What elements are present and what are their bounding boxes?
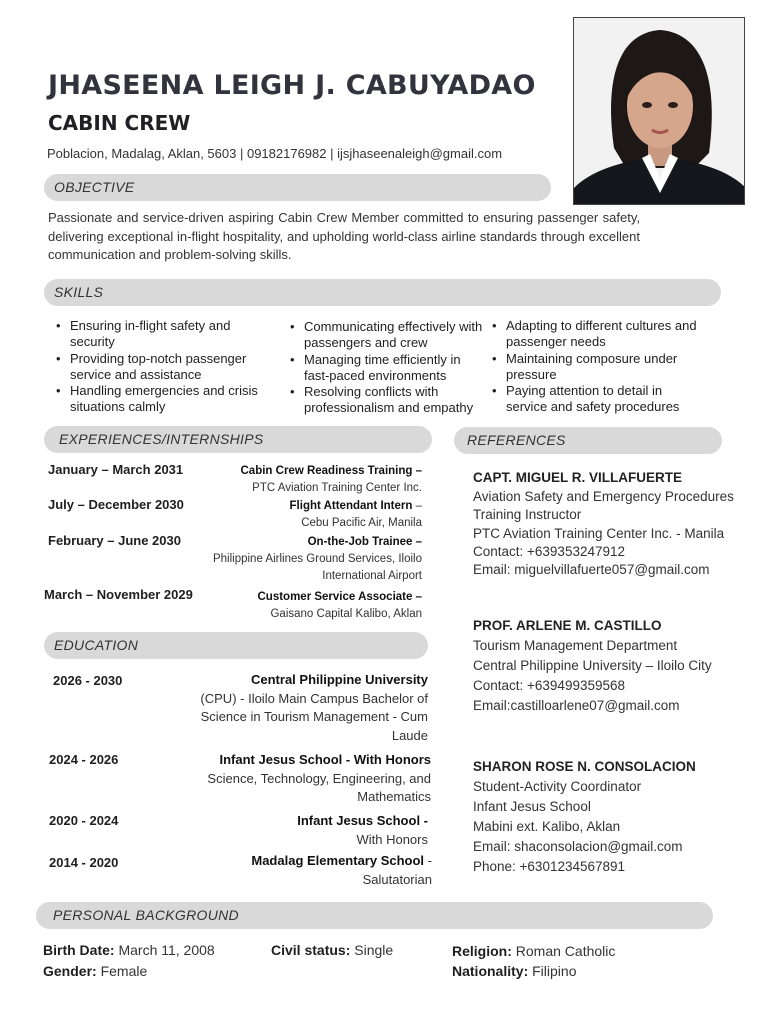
religion-value: Roman Catholic	[511, 943, 616, 959]
skills-column-3	[490, 318, 705, 416]
gender-value: Female	[96, 963, 148, 979]
education-detail-inline: -	[424, 853, 432, 868]
skills-column-1	[54, 318, 274, 416]
nationality-label: Nationality:	[452, 963, 529, 979]
profile-photo	[573, 17, 745, 205]
education-detail: With Honors	[356, 831, 428, 847]
skill-item: • Providing top-notch passenger service and assistance	[54, 351, 274, 384]
education-entry	[188, 671, 428, 745]
reference-name: SHARON ROSE N. CONSOLACION	[473, 759, 696, 774]
nationality-value: Filipino	[528, 963, 577, 979]
education-school: Infant Jesus School -	[297, 813, 428, 828]
religion-label: Religion:	[452, 943, 512, 959]
experiences-heading: EXPERIENCES/INTERNSHIPS	[44, 426, 432, 453]
reference-detail: Tourism Management Department	[473, 638, 678, 653]
civil-status-value: Single	[350, 942, 394, 958]
reference-detail: Contact: +639499359568	[473, 678, 626, 693]
education-detail: Salutatorian	[362, 871, 432, 887]
education-date: 2020 - 2024	[49, 813, 119, 828]
education-entry	[191, 751, 431, 807]
religion	[452, 943, 615, 959]
personal-background-heading: PERSONAL BACKGROUND	[36, 902, 713, 929]
reference-entry	[473, 616, 763, 716]
education-date: 2024 - 2026	[49, 752, 119, 767]
reference-detail: PTC Aviation Training Center Inc. - Manila	[473, 525, 725, 541]
skills-heading: SKILLS	[44, 279, 721, 306]
experience-entry	[202, 463, 422, 497]
experience-org: Cebu Pacific Air, Manila	[301, 517, 422, 529]
experience-title: Flight Attendant Intern	[289, 500, 413, 512]
experience-org: PTC Aviation Training Center Inc.	[252, 482, 422, 494]
experience-org: Gaisano Capital Kalibo, Aklan	[270, 608, 422, 620]
gender-label: Gender:	[43, 963, 97, 979]
contact-line: Poblacion, Madalag, Aklan, 5603 | 09182176982 | ijsjhaseenaleigh@gmail.com	[47, 146, 503, 161]
education-date: 2014 - 2020	[49, 855, 119, 870]
experience-title: On-the-Job Trainee –	[307, 536, 422, 548]
reference-detail: Aviation Safety and Emergency Procedures Training Instructor	[473, 489, 734, 523]
reference-detail: Email:castilloarlene07@gmail.com	[473, 698, 680, 713]
reference-entry	[473, 757, 763, 877]
birth-date-value: March 11, 2008	[114, 942, 215, 958]
objective-heading: OBJECTIVE	[44, 174, 551, 201]
reference-name: CAPT. MIGUEL R. VILLAFUERTE	[473, 470, 683, 485]
skills-column-2	[288, 319, 488, 417]
gender	[43, 963, 147, 979]
reference-detail: Contact: +639353247912	[473, 543, 626, 559]
reference-detail: Email: miguelvillafuerte057@gmail.com	[473, 562, 710, 578]
experience-date: January – March 2031	[48, 462, 184, 477]
education-entry	[192, 852, 432, 889]
experience-date: July – December 2030	[48, 497, 184, 512]
education-heading: EDUCATION	[44, 632, 428, 659]
civil-status	[271, 942, 393, 958]
experience-org: Philippine Airlines Ground Services, Iloilo International Airport	[212, 553, 422, 582]
experience-date: March – November 2029	[44, 587, 193, 602]
reference-detail: Mabini ext. Kalibo, Aklan	[473, 819, 621, 834]
skill-item: • Resolving conflicts with professionalism and empathy	[288, 384, 488, 417]
experience-title: Cabin Crew Readiness Training –	[240, 465, 422, 477]
skill-item: • Ensuring in-flight safety and security	[54, 318, 274, 351]
reference-detail: Student-Activity Coordinator	[473, 779, 642, 794]
education-school: Central Philippine University	[251, 672, 428, 687]
references-heading: REFERENCES	[454, 427, 722, 454]
experience-title: Customer Service Associate –	[257, 591, 422, 603]
education-entry	[188, 812, 428, 849]
objective-text: Passionate and service-driven aspiring Cabin Crew Member committed to ensuring passenger safety, delivering exceptional in-flight hospitality, and upholding world-class airline standards through excellent communication and problem-solving skills.	[48, 210, 640, 262]
skill-item: • Handling emergencies and crisis situations calmly	[54, 383, 274, 416]
experience-title-suffix: –	[412, 500, 422, 512]
education-school: Madalag Elementary School	[251, 853, 425, 868]
reference-detail: Central Philippine University – Iloilo City	[473, 658, 712, 673]
experience-entry	[202, 498, 422, 532]
education-detail: Science, Technology, Engineering, and Mathematics	[207, 770, 431, 804]
reference-detail: Infant Jesus School	[473, 799, 591, 814]
skill-item: • Adapting to different cultures and passenger needs	[490, 318, 705, 351]
birth-date	[43, 942, 215, 958]
education-date: 2026 - 2030	[53, 673, 123, 688]
education-detail: (CPU) - Iloilo Main Campus Bachelor of Science in Tourism Management - Cum Laude	[200, 690, 428, 743]
skill-item: • Maintaining composure under pressure	[490, 351, 705, 384]
skill-item: • Paying attention to detail in service and safety procedures	[490, 383, 705, 416]
education-school: Infant Jesus School - With Honors	[219, 752, 431, 767]
job-title: CABIN CREW	[48, 111, 191, 135]
reference-detail: Email: shaconsolacion@gmail.com	[473, 839, 683, 854]
candidate-name: JHASEENA LEIGH J. CABUYADAO	[48, 70, 536, 101]
experience-entry	[202, 589, 422, 623]
experience-entry	[202, 534, 422, 585]
birth-date-label: Birth Date:	[43, 942, 115, 958]
civil-status-label: Civil status:	[271, 942, 351, 958]
reference-detail: Phone: +6301234567891	[473, 859, 626, 874]
reference-entry	[473, 468, 763, 579]
skill-item: • Communicating effectively with passengers and crew	[288, 319, 488, 352]
reference-name: PROF. ARLENE M. CASTILLO	[473, 618, 662, 633]
skill-item: • Managing time efficiently in fast-paced environments	[288, 352, 488, 385]
experience-date: February – June 2030	[48, 533, 181, 548]
nationality	[452, 963, 576, 979]
